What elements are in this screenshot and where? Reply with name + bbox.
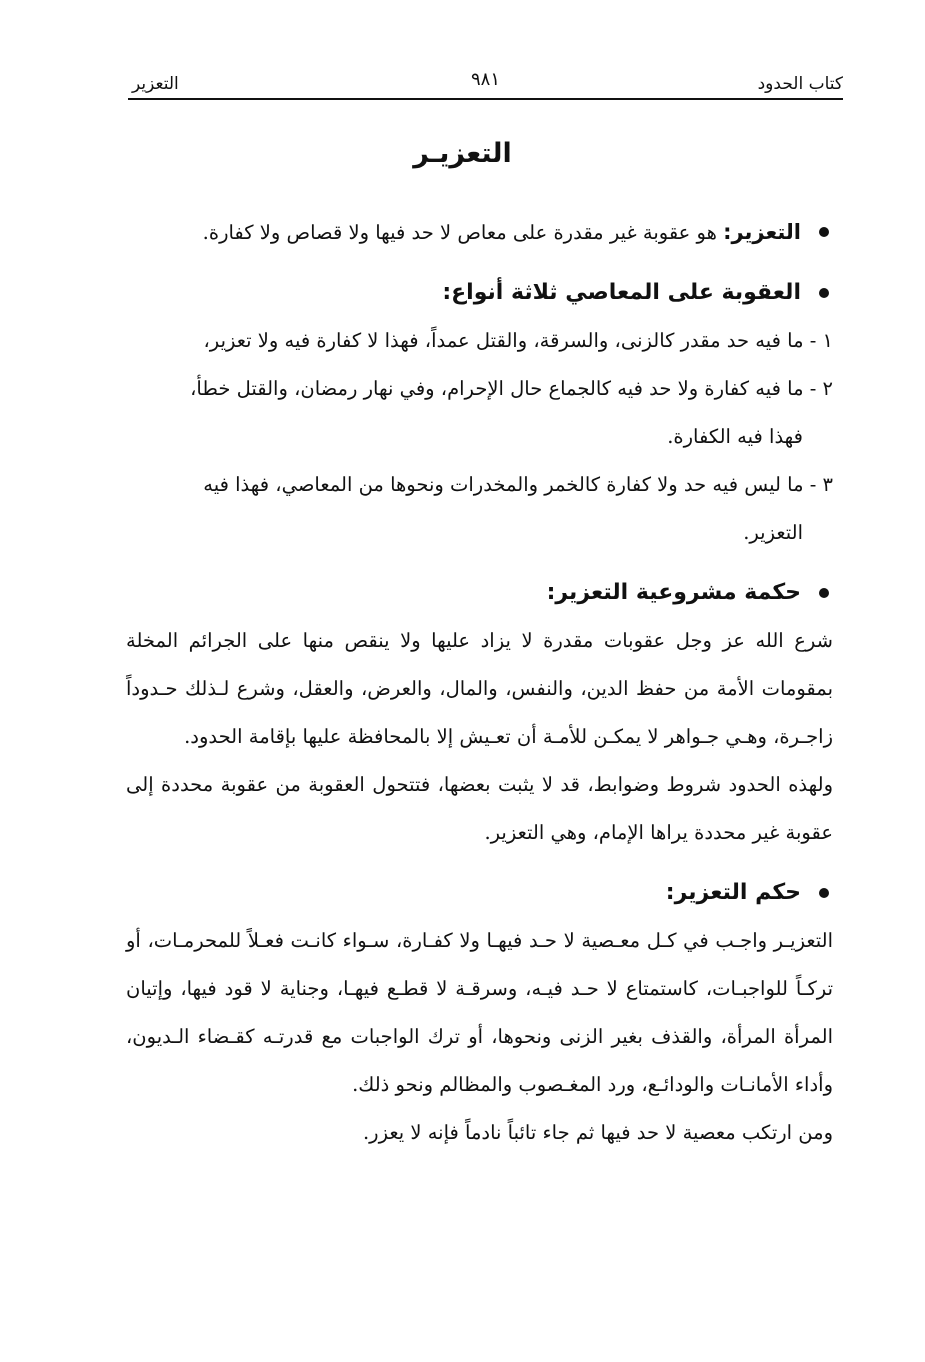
list-item	[126, 317, 833, 365]
list-item	[126, 365, 833, 461]
wisdom-paragraph-2: ولهذه الحدود شروط وضوابط، قد لا يثبت بعضها، فتتحول العقوبة من عقوبة محددة إلى عقوبة غير محددة يراها الإمام، وهي التعزير.	[126, 773, 833, 844]
bullet-icon	[819, 288, 829, 298]
ruling-paragraph-1: التعزيـر واجـب في كـل معـصية لا حـد فيهـا ولا كفـارة، سـواء كانـت فعـلاً للمحرمـات، أو تركـاً للواجبـات، كاستمتاع لا حـد فيـه، وسرقـة لا قطـع فيهـا، وجناية لا قود فيها، وإتيان المرأة المرأة، والقذف بغير الزنى ونحوها، أو ترك الواجبات مع قدرتـه كقـضاء الـديون، وأداء الأمانـات والودائـع، ورد المغـصوب والمظالم ونحو ذلك.	[126, 929, 833, 1096]
page-body	[126, 208, 833, 1157]
bullet-icon	[819, 888, 829, 898]
ruling-paragraph-2: ومن ارتكب معصية لا حد فيها ثم جاء تائباً نادماً فإنه لا يعزر.	[362, 1121, 833, 1144]
definition-text: هو عقوبة غير مقدرة على معاص لا حد فيها ولا قصاص ولا كفارة.	[202, 221, 724, 244]
bullet-icon	[819, 227, 829, 237]
list-item	[126, 461, 833, 557]
list-item-continuation: فهذا فيه الكفارة.	[667, 425, 803, 448]
list-item-line: ٣ - ما ليس فيه حد ولا كفارة كالخمر والمخدرات ونحوها من المعاصي، فهذا فيه	[203, 473, 833, 496]
chapter-title: التعزير	[132, 74, 179, 94]
book-title: كتاب الحدود	[757, 74, 843, 94]
running-header	[128, 64, 843, 100]
page-title: التعزيـر	[413, 138, 512, 169]
wisdom-heading: حكمة مشروعية التعزير:	[126, 569, 833, 617]
bullet-icon	[819, 588, 829, 598]
page-number: ٩٨١	[470, 69, 501, 90]
definition-term: التعزير:	[723, 220, 801, 244]
definition-paragraph	[126, 208, 833, 257]
ruling-heading: حكم التعزير:	[126, 869, 833, 917]
list-item-continuation: التعزير.	[743, 521, 803, 544]
types-heading: العقوبة على المعاصي ثلاثة أنواع:	[126, 269, 833, 317]
list-item-line: ١ - ما فيه حد مقدر كالزنى، والسرقة، والقتل عمداً، فهذا لا كفارة فيه ولا تعزير،	[203, 329, 833, 352]
wisdom-paragraph-1: شرع الله عز وجل عقوبات مقدرة لا يزاد عليها ولا ينقص منها على الجرائم المخلة بمقومات الأمة من حفظ الدين، والنفس، والمال، والعرض، والعقل، وشرع لـذلك حـدوداً زاجـرة، وهـي جـواهر لا يمكـن للأمـة أن تعـيش إلا بالمحافظة عليها بإقامة الحدود.	[126, 629, 833, 748]
list-item-line: ٢ - ما فيه كفارة ولا حد فيه كالجماع حال الإحرام، وفي نهار رمضان، والقتل خطأ،	[190, 377, 833, 400]
